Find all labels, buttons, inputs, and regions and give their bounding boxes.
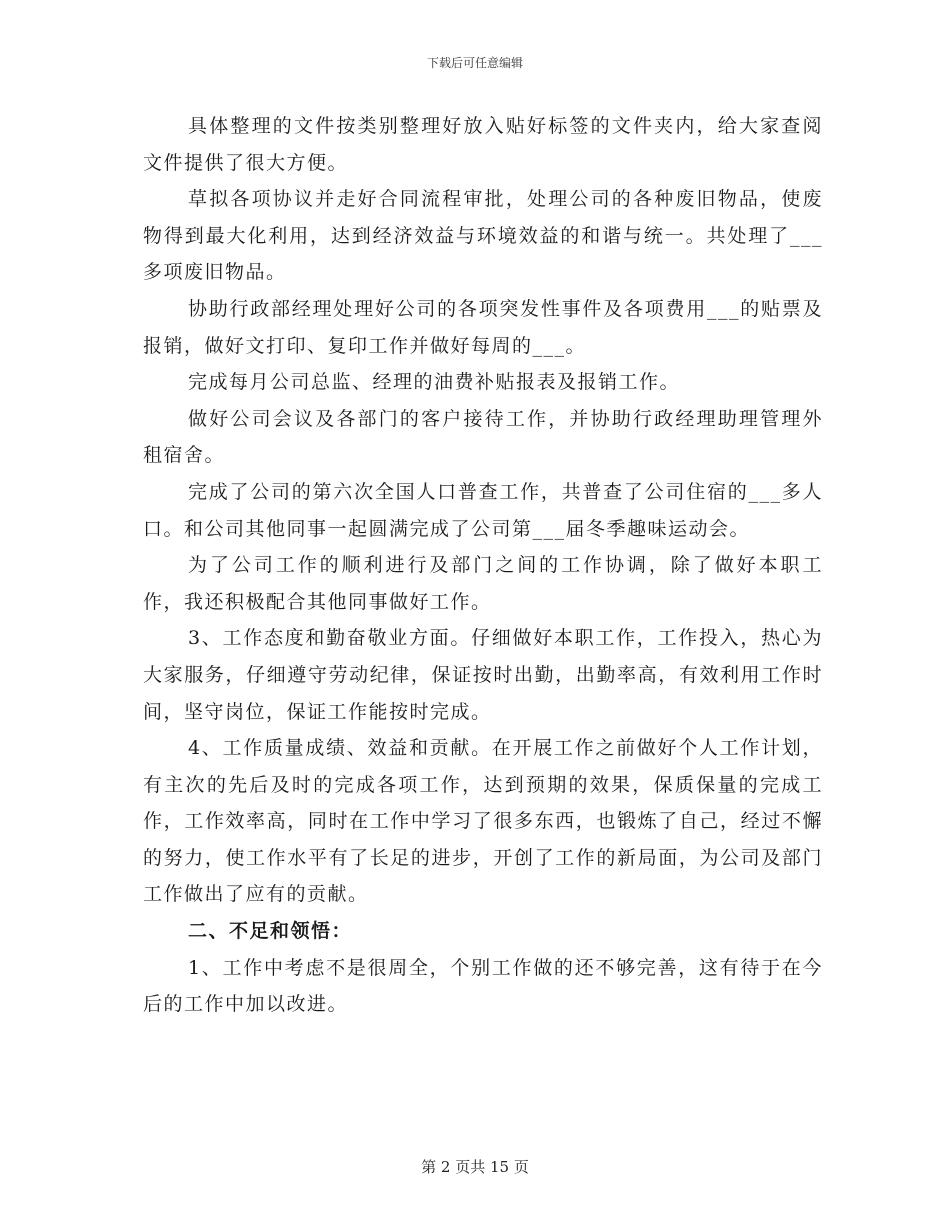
paragraph-reimbursement: 协助行政部经理处理好公司的各项突发性事件及各项费用___的贴票及报销，做好文打印、复印工作并做好每周的___。 bbox=[143, 297, 823, 357]
paragraph-coordination: 为了公司工作的顺利进行及部门之间的工作协调，除了做好本职工作，我还积极配合其他同事做好工作。 bbox=[143, 554, 823, 613]
page-number-footer: 第 2 页共 15 页 bbox=[421, 1158, 529, 1176]
paragraph-improvement: 1、工作中考虑不是很周全，个别工作做的还不够完善，这有待于在今后的工作中加以改进。 bbox=[143, 956, 823, 1016]
paragraph-fuel-subsidy: 完成每月公司总监、经理的油费补贴报表及报销工作。 bbox=[188, 371, 681, 394]
page-header-note: 下载后可任意编辑 bbox=[426, 56, 523, 70]
paragraph-file-organization: 具体整理的文件按类别整理好放入贴好标签的文件夹内，给大家查阅文件提供了很大方便。 bbox=[143, 115, 823, 174]
paragraph-work-quality: 4、工作质量成绩、效益和贡献。在开展工作之前做好个人工作计划，有主次的先后及时的完成各项工作，达到预期的效果，保质保量的完成工作，工作效率高，同时在工作中学习了很多东西，也锻炼了自己，经过不懈的努力，使工作水平有了长足的进步，开创了工作的新局面，为公司及部门工作做出了应有的贡献。 bbox=[143, 737, 823, 906]
paragraph-census: 完成了公司的第六次全国人口普查工作，共普查了公司住宿的___多人口。和公司其他同事一起圆满完成了公司第___届冬季趣味运动会。 bbox=[143, 480, 823, 540]
paragraph-meetings-reception: 做好公司会议及各部门的客户接待工作，并协助行政经理助理管理外租宿舍。 bbox=[143, 407, 823, 467]
paragraph-agreements-waste: 草拟各项协议并走好合同流程审批，处理公司的各种废旧物品，使废物得到最大化利用，达到经济效益与环境效益的和谐与统一。共处理了___多项废旧物品。 bbox=[143, 188, 823, 284]
document-body bbox=[143, 108, 823, 1023]
paragraph-work-attitude: 3、工作态度和勤奋敬业方面。仔细做好本职工作，工作投入，热心为大家服务，仔细遵守劳动纪律，保证按时出勤，出勤率高，有效利用工作时间，坚守岗位，保证工作能按时完成。 bbox=[143, 627, 823, 723]
section-heading-shortcomings: 二、不足和领悟： bbox=[188, 920, 353, 943]
